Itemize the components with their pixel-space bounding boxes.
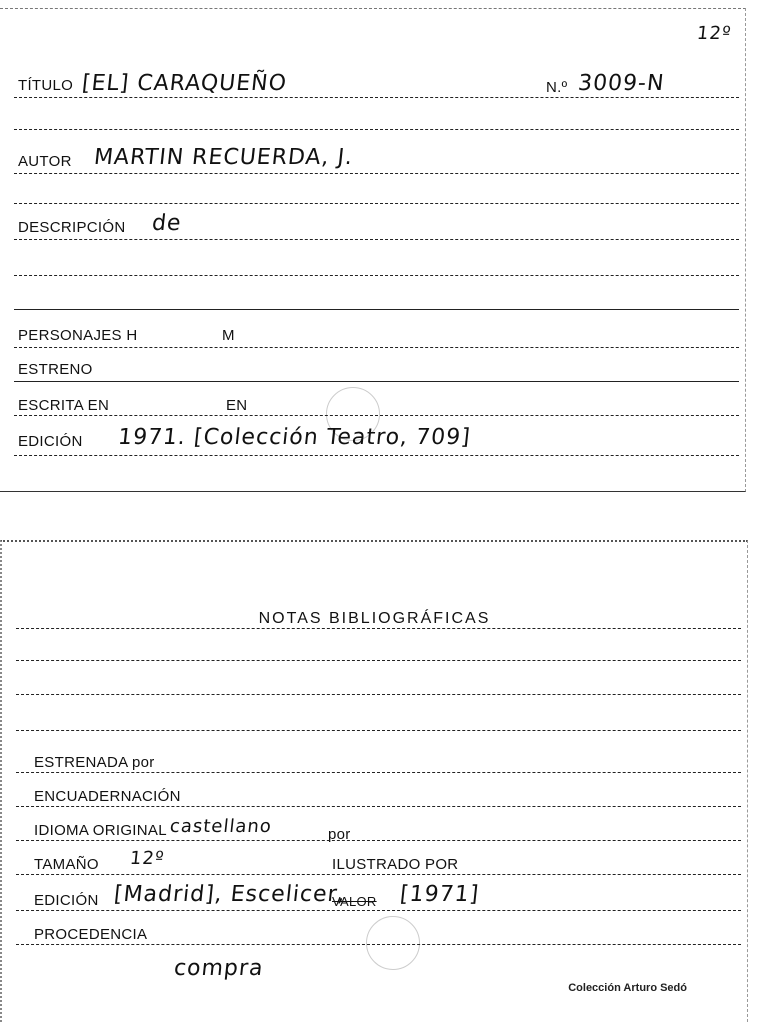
idioma-value: castellano — [168, 816, 273, 837]
tamano-label: TAMAÑO — [34, 856, 99, 873]
rule-titulo-2 — [14, 129, 739, 130]
rule-descripcion — [14, 239, 739, 240]
rule-back-edicion — [16, 910, 741, 911]
valor-label: VALOR — [332, 894, 377, 909]
rule-encuadernacion — [16, 806, 741, 807]
rule-titulo — [14, 97, 739, 98]
rule-personajes — [14, 347, 739, 348]
catalog-card-back — [0, 540, 748, 1022]
back-edicion-year: [1971] — [398, 882, 481, 907]
rule-procedencia — [16, 944, 741, 945]
encuadernacion-label: ENCUADERNACIÓN — [34, 788, 181, 805]
rule-notas-3 — [16, 694, 741, 695]
m-label: M — [222, 327, 235, 344]
catalog-card-front — [0, 8, 746, 492]
rule-autor-2 — [14, 203, 739, 204]
rule-autor — [14, 173, 739, 174]
rule-escrita — [14, 415, 739, 416]
descripcion-value: de — [150, 211, 183, 236]
rule-notas-4 — [16, 730, 741, 731]
corner-note: 12º — [695, 23, 733, 44]
edicion-label: EDICIÓN — [18, 433, 83, 450]
estreno-label: ESTRENO — [18, 361, 93, 378]
descripcion-label: DESCRIPCIÓN — [18, 219, 126, 236]
rule-edicion — [14, 455, 739, 456]
en-label: EN — [226, 397, 248, 414]
idioma-label: IDIOMA ORIGINAL — [34, 822, 167, 839]
titulo-label: TÍTULO — [18, 77, 74, 94]
rule-tamano — [16, 874, 741, 875]
rule-idioma — [16, 840, 741, 841]
rule-descripcion-2 — [14, 275, 739, 276]
collection-footer: Colección Arturo Sedó — [568, 982, 687, 994]
autor-label: AUTOR — [18, 153, 72, 170]
back-edicion-value: [Madrid], Escelicer, — [112, 882, 347, 907]
back-edicion-label: EDICIÓN — [34, 892, 99, 909]
estrenada-label: ESTRENADA por — [34, 754, 155, 771]
faded-stamp-back — [366, 916, 420, 970]
rule-notas-1 — [16, 628, 741, 629]
numero-value: 3009-N — [576, 71, 666, 96]
rule-estreno — [14, 381, 739, 382]
escrita-label: ESCRITA EN — [18, 397, 110, 414]
procedencia-label: PROCEDENCIA — [34, 926, 148, 943]
ilustrado-label: ILUSTRADO POR — [332, 856, 459, 873]
rule-estrenada — [16, 772, 741, 773]
numero-label: N.º — [546, 79, 568, 96]
procedencia-value: compra — [172, 956, 265, 981]
personajes-label: PERSONAJES H — [18, 327, 138, 344]
titulo-value: [EL] CARAQUEÑO — [80, 71, 289, 96]
notas-heading: NOTAS BIBLIOGRÁFICAS — [258, 610, 491, 627]
por-label: por — [328, 826, 351, 843]
autor-value: MARTIN RECUERDA, J. — [92, 145, 355, 170]
rule-notas-2 — [16, 660, 741, 661]
tamano-value: 12º — [128, 848, 166, 869]
edicion-value: 1971. [Colección Teatro, 709] — [116, 425, 472, 450]
rule-descripcion-3 — [14, 309, 739, 310]
